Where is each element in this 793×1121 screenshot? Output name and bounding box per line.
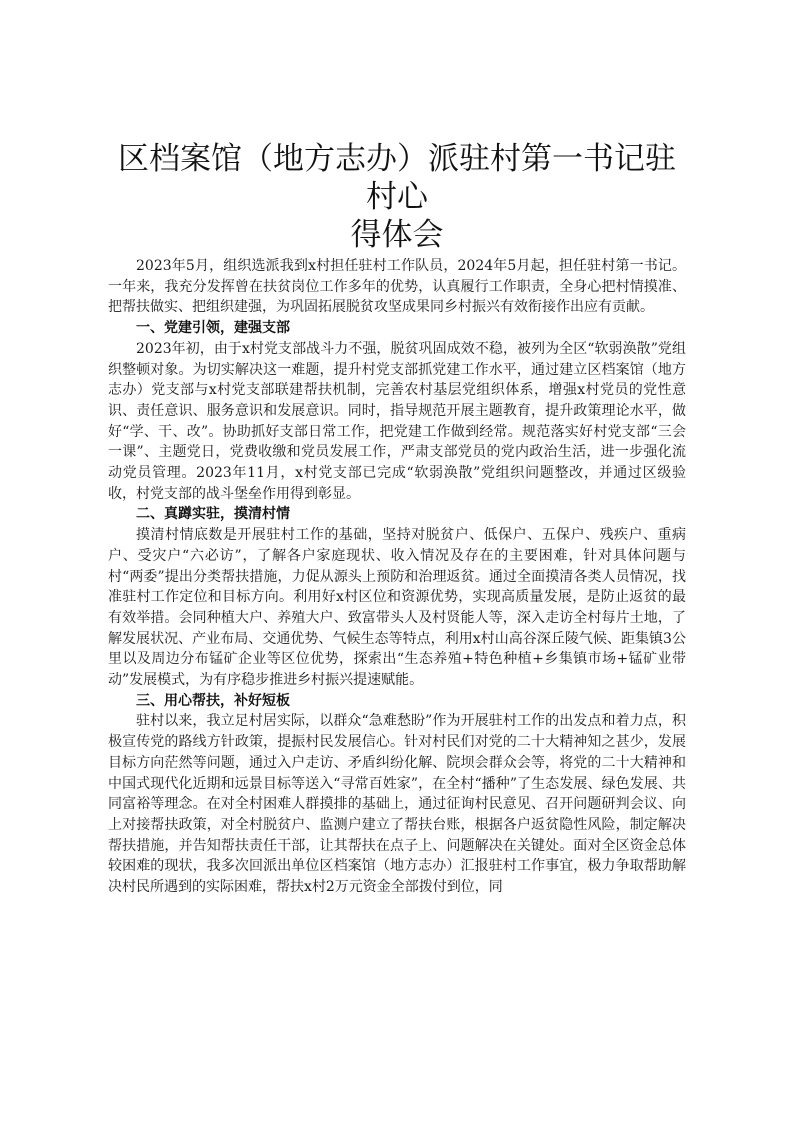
section-heading-3: 三、用心帮扶，补好短板 xyxy=(136,692,290,709)
section-heading-2: 二、真蹲实驻，摸清村情 xyxy=(136,506,290,523)
section-heading-1: 一、党建引领，建强支部 xyxy=(136,320,290,337)
document-body xyxy=(108,256,686,898)
document-title-line-2: 得体会 xyxy=(350,217,444,253)
section-body-2: 摸清村情底数是开展驻村工作的基础，坚持对脱贫户、低保户、五保户、残疾户、重病户、受灾户“六必访”，了解各户家庭现状、收入情况及存在的主要困难，针对具体问题与村“两委”提出分类帮扶措施，力促从源头上预防和治理返贫。通过全面摸清各类人员情况，找准驻村工作定位和目标方向。利用好x村区位和资源优势，实现高质量发展，是防止返贫的最有效举措。会同种植大户、养殖大户、致富带头人及村贤能人等，深入走访全村每片土地，了解发展状况、产业布局、交通优势、气候生态等特点，利用x村山高谷深丘陵气候、距集镇3公里以及周边分布锰矿企业等区位优势，探索出“生态养殖+特色种植+乡集镇市场+锰矿业带动”发展模式，为有序稳步推进乡村振兴提速赋能。 xyxy=(108,527,686,689)
intro-paragraph: 2023年5月，组织选派我到x村担任驻村工作队员，2024年5月起，担任驻村第一书记。一年来，我充分发挥曾在扶贫岗位工作多年的优势，认真履行工作职责，全身心把村情摸准、把帮扶做实、把组织建强，为巩固拓展脱贫攻坚成果同乡村振兴有效衔接作出应有贡献。 xyxy=(108,258,686,316)
document-content xyxy=(108,140,686,898)
section-body-3: 驻村以来，我立足村居实际，以群众“急难愁盼”作为开展驻村工作的出发点和着力点，积极宣传党的路线方针政策，提振村民发展信心。针对村民们对党的二十大精神知之甚少，发展目标方向茫然等问题，通过入户走访、矛盾纠纷化解、院坝会群众会等，将党的二十大精神和中国式现代化近期和远景目标等送入“寻常百姓家”，在全村“播种”了生态发展、绿色发展、共同富裕等理念。在对全村困难人群摸排的基础上，通过征询村民意见、召开问题研判会议、向上对接帮扶政策，对全村脱贫户、监测户建立了帮扶台账，根据各户返贫隐性风险，制定解决帮扶措施，并告知帮扶责任干部，让其帮扶在点子上、问题解决在关键处。面对全区资金总体较困难的现状，我多次回派出单位区档案馆（地方志办）汇报驻村工作事宜，极力争取帮助解决村民所遇到的实际困难，帮扶x村2万元资金全部拨付到位，同 xyxy=(108,713,686,896)
document-title xyxy=(108,140,686,254)
document-title-line-1: 区档案馆（地方志办）派驻村第一书记驻村心 xyxy=(118,141,676,215)
section-body-1: 2023年初，由于x村党支部战斗力不强，脱贫巩固成效不稳，被列为全区“软弱涣散”党组织整顿对象。为切实解决这一难题，提升村党支部抓党建工作水平，通过建立区档案馆（地方志办）党支部与x村党支部联建帮扶机制，完善农村基层党组织体系，增强x村党员的党性意识、责任意识、服务意识和发展意识。同时，指导规范开展主题教育，提升政策理论水平，做好“学、干、改”。协助抓好支部日常工作，把党建工作做到经常。规范落实好村党支部“三会一课”、主题党日，党费收缴和党员发展工作，严肃支部党员的党内政治生活，进一步强化流动党员管理。2023年11月，x村党支部已完成“软弱涣散”党组织问题整改，并通过区级验收，村党支部的战斗堡垒作用得到彰显。 xyxy=(108,340,686,502)
